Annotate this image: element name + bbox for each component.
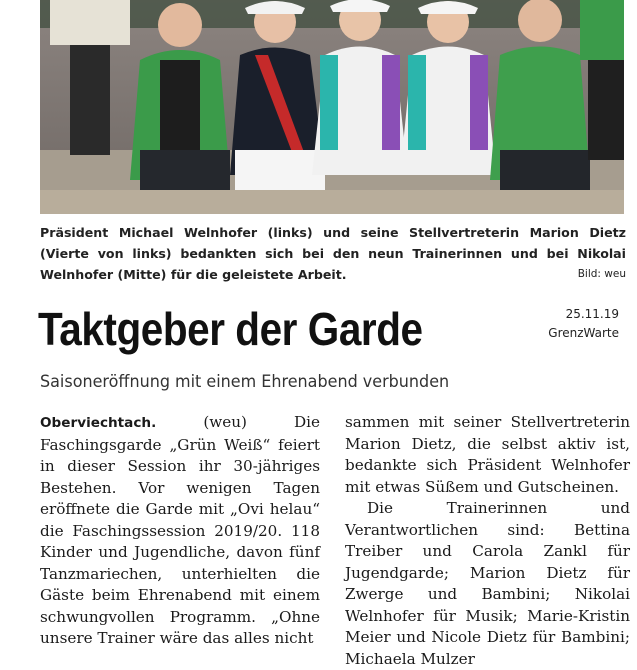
article-column-1: [40, 412, 320, 650]
body-paragraph: Die Trainerinnen und Verantwortlichen sind: Bettina Treiber und Carola Zankl für Jugendgarde; Marion Dietz für Zwerge und Bambini; Nikolai Welnhofer für Musik; Marie-Kristin Meier und Nicole Dietz für Bambini; Michaela Mulzer: [345, 499, 630, 668]
publication-name: GrenzWarte: [548, 326, 619, 340]
dateline: Oberviechtach.: [40, 415, 157, 431]
article-column-2: [345, 412, 630, 670]
photo-caption: [40, 222, 626, 285]
publication-date: 25.11.19: [565, 307, 619, 321]
caption-text: Präsident Michael Welnhofer (links) und seine Stellvertreterin Marion Dietz (Vierte von links) bedankten sich bei den neun Trainerinnen und bei Nikolai Welnhofer (Mitte) für die geleistete Arbeit.: [40, 225, 626, 282]
photo-credit: Bild: weu: [577, 268, 626, 280]
publication-meta: [548, 305, 619, 343]
body-paragraph: sammen mit seiner Stellvertreterin Marion Dietz, die selbst aktiv ist, bedankte sich Präsident Welnhofer mit etwas Süßem und Gutscheinen.: [345, 413, 630, 496]
body-text-col1: (weu) Die Faschingsgarde „Grün Weiß“ feiert in dieser Session ihr 30-jähriges Bestehen. Vor wenigen Tagen eröffnete die Garde mit „Ovi helau“ die Faschingssession 2019/20. 118 Kinder und Jugendliche, davon fünf Tanzmariechen, unterhielten die Gäste beim Ehrenabend mit einem schwungvollen Programm. „Ohne unsere Trainer wäre das alles nicht: [40, 413, 320, 647]
subheadline: Saisoneröffnung mit einem Ehrenabend verbunden: [40, 372, 450, 392]
headline: Taktgeber der Garde: [38, 303, 423, 355]
article-photo: [40, 0, 624, 214]
